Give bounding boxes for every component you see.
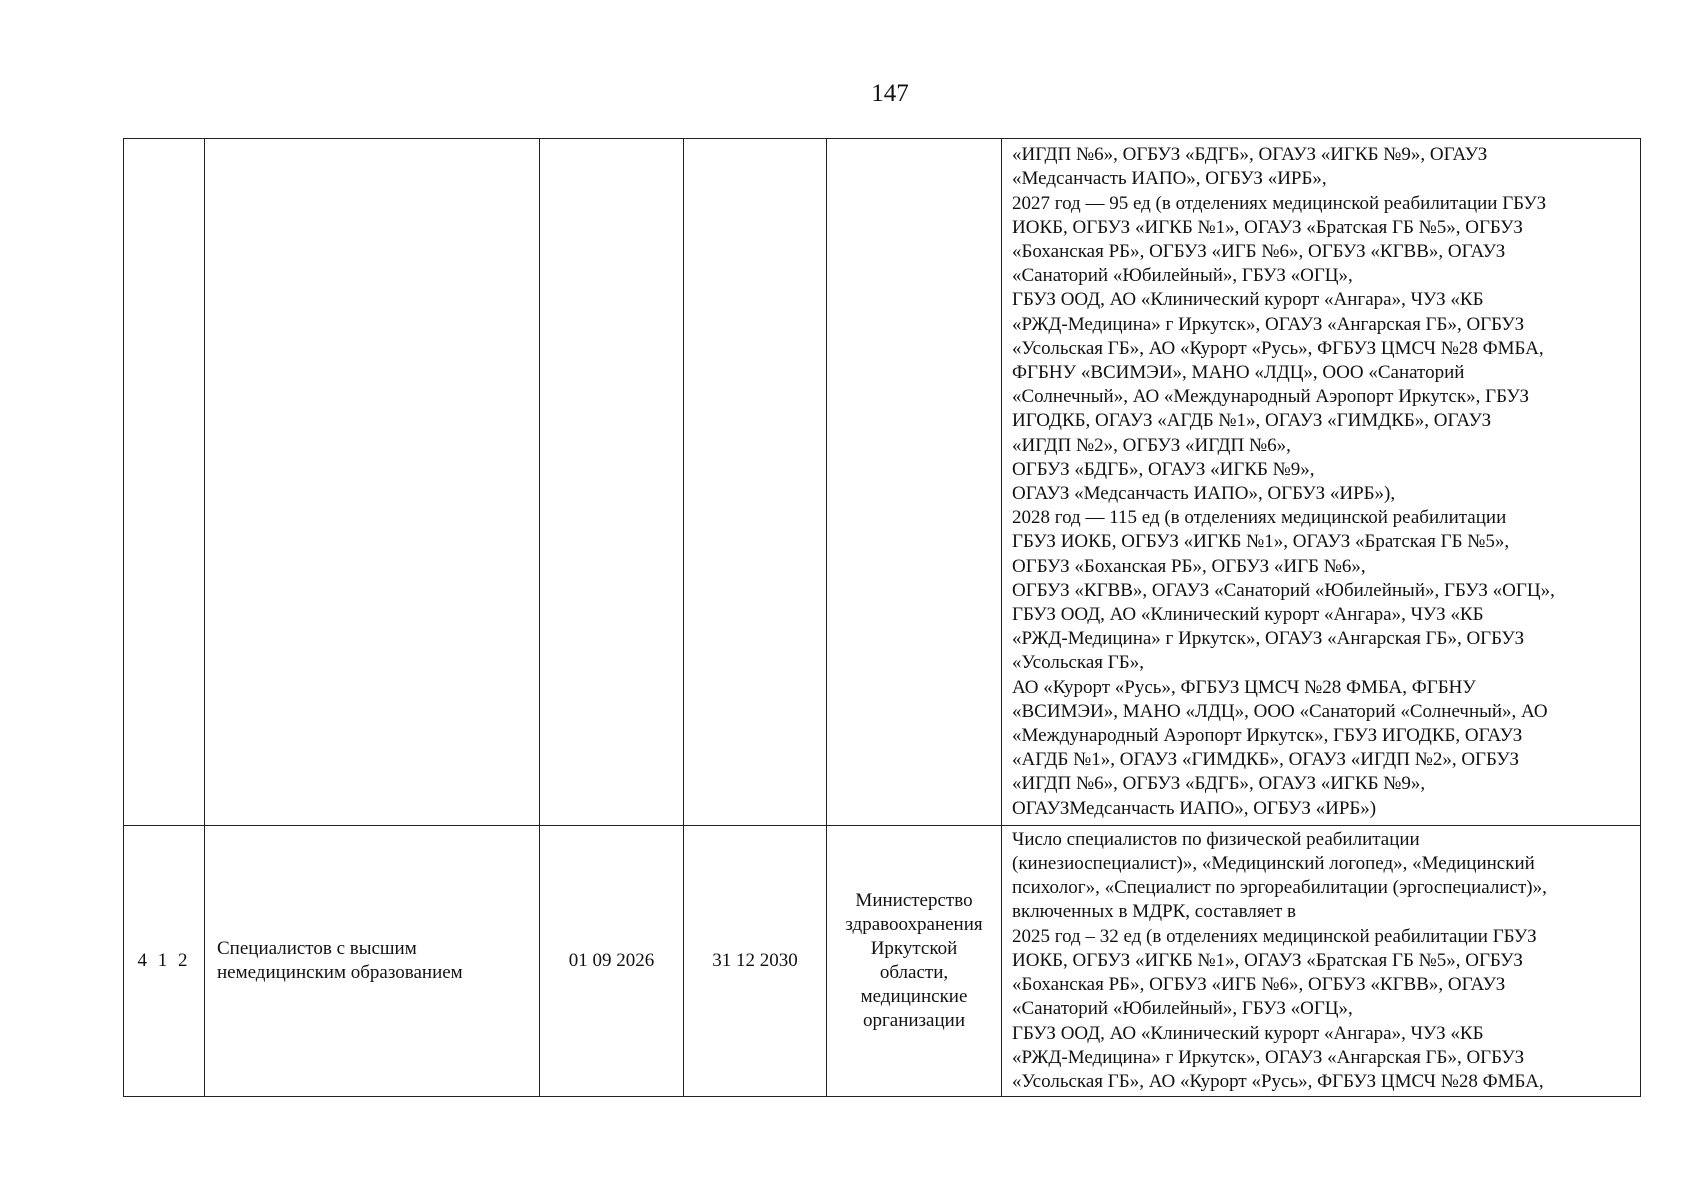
- description-line: «Санаторий «Юбилейный», ГБУЗ «ОГЦ»,: [1012, 265, 1353, 287]
- description-line: 2028 год — 115 ед (в отделениях медицинской реабилитации: [1012, 507, 1507, 529]
- program-table: [123, 138, 1641, 1097]
- description-line: «Усольская ГБ»,: [1012, 652, 1144, 674]
- description-line: ГБУЗ ИОКБ, ОГБУЗ «ИГКБ №1», ОГАУЗ «Братская ГБ №5»,: [1012, 531, 1510, 553]
- cell-end-date-empty: [684, 139, 827, 826]
- description-line: «Усольская ГБ», АО «Курорт «Русь», ФГБУЗ ЦМСЧ №28 ФМБА,: [1012, 337, 1544, 359]
- description-line: «Боханская РБ», ОГБУЗ «ИГБ №6», ОГБУЗ «КГВВ», ОГАУЗ: [1012, 240, 1506, 262]
- description-line: ОГБУЗ «Боханская РБ», ОГБУЗ «ИГБ №6»,: [1012, 555, 1366, 577]
- description-line: ОГАУЗМедсанчасть ИАПО», ОГБУЗ «ИРБ»): [1012, 797, 1377, 819]
- name-line: немедицинским образованием: [217, 962, 463, 983]
- description-line: ОГБУЗ «КГВВ», ОГАУЗ «Санаторий «Юбилейный», ГБУЗ «ОГЦ»,: [1012, 579, 1555, 601]
- responsible-line: Иркутской: [870, 938, 958, 959]
- description-line: «Международный Аэропорт Иркутск», ГБУЗ ИГОДКБ, ОГАУЗ: [1012, 725, 1523, 747]
- description-line: «Солнечный», АО «Международный Аэропорт Иркутск», ГБУЗ: [1012, 386, 1530, 408]
- description-line: «Боханская РБ», ОГБУЗ «ИГБ №6», ОГБУЗ «КГВВ», ОГАУЗ: [1012, 974, 1506, 996]
- description-line: ФГБНУ «ВСИМЭИ», МАНО «ЛДЦ», ООО «Санаторий: [1012, 361, 1465, 383]
- description-line: психолог», «Специалист по эргореабилитации (эргоспециалист)»,: [1012, 877, 1547, 899]
- responsible-line: медицинские: [860, 986, 968, 1007]
- description-line: ИГОДКБ, ОГАУЗ «АГДБ №1», ОГАУЗ «ГИМДКБ», ОГАУЗ: [1012, 410, 1492, 432]
- table-row-continuation: [124, 139, 1641, 826]
- cell-number-empty: [124, 139, 205, 826]
- description-line: ОГБУЗ «БДГБ», ОГАУЗ «ИГКБ №9»,: [1012, 458, 1315, 480]
- description-line: «ИГДП №6», ОГБУЗ «БДГБ», ОГАУЗ «ИГКБ №9»,: [1012, 773, 1426, 795]
- cell-name-empty: [205, 139, 540, 826]
- description-line: Число специалистов по физической реабилитации: [1012, 828, 1420, 850]
- cell-description-continuation: [1002, 139, 1641, 826]
- description-line: (кинезиоспециалист)», «Медицинский логопед», «Медицинский: [1012, 853, 1535, 875]
- description-line: «РЖД-Медицина» г Иркутск», ОГАУЗ «Ангарская ГБ», ОГБУЗ: [1012, 628, 1525, 650]
- table-row-4-1-2: [124, 826, 1641, 1097]
- description-line: «ИГДП №6», ОГБУЗ «БДГБ», ОГАУЗ «ИГКБ №9», ОГАУЗ: [1012, 144, 1488, 166]
- responsible-line: здравоохранения: [845, 914, 983, 935]
- cell-start-date-empty: [540, 139, 684, 826]
- name-line: Специалистов с высшим: [217, 937, 417, 959]
- description-line: «Санаторий «Юбилейный», ГБУЗ «ОГЦ»,: [1012, 998, 1353, 1020]
- cell-number: 4 1 2: [124, 826, 205, 1097]
- description-line: «Медсанчасть ИАПО», ОГБУЗ «ИРБ»,: [1012, 168, 1327, 190]
- responsible-line: организации: [862, 1010, 965, 1031]
- cell-end-date: 31 12 2030: [684, 826, 827, 1097]
- description-line: «Усольская ГБ», АО «Курорт «Русь», ФГБУЗ ЦМСЧ №28 ФМБА,: [1012, 1070, 1544, 1092]
- cell-description: [1002, 826, 1641, 1097]
- description-line: 2025 год – 32 ед (в отделениях медицинской реабилитации ГБУЗ: [1012, 925, 1537, 947]
- cell-responsible-empty: [827, 139, 1002, 826]
- description-line: «РЖД-Медицина» г Иркутск», ОГАУЗ «Ангарская ГБ», ОГБУЗ: [1012, 1046, 1525, 1068]
- page-number: 147: [871, 80, 909, 107]
- cell-name: [205, 826, 540, 1097]
- responsible-line: Министерство: [855, 890, 973, 911]
- description-line: ИОКБ, ОГБУЗ «ИГКБ №1», ОГАУЗ «Братская ГБ №5», ОГБУЗ: [1012, 216, 1523, 238]
- description-line: «ИГДП №2», ОГБУЗ «ИГДП №6»,: [1012, 434, 1291, 456]
- description-line: «РЖД-Медицина» г Иркутск», ОГАУЗ «Ангарская ГБ», ОГБУЗ: [1012, 313, 1525, 335]
- description-line: ГБУЗ ООД, АО «Клинический курорт «Ангара», ЧУЗ «КБ: [1012, 604, 1484, 626]
- description-line: ОГАУЗ «Медсанчасть ИАПО», ОГБУЗ «ИРБ»),: [1012, 483, 1396, 504]
- description-line: ГБУЗ ООД, АО «Клинический курорт «Ангара», ЧУЗ «КБ: [1012, 1022, 1484, 1044]
- responsible-line: области,: [879, 962, 949, 983]
- description-line: ИОКБ, ОГБУЗ «ИГКБ №1», ОГАУЗ «Братская ГБ №5», ОГБУЗ: [1012, 949, 1523, 971]
- description-line: АО «Курорт «Русь», ФГБУЗ ЦМСЧ №28 ФМБА, ФГБНУ: [1012, 676, 1476, 698]
- cell-responsible: [827, 826, 1002, 1097]
- description-line: «АГДБ №1», ОГАУЗ «ГИМДКБ», ОГАУЗ «ИГДП №2», ОГБУЗ: [1012, 749, 1520, 771]
- description-line: «ВСИМЭИ», МАНО «ЛДЦ», ООО «Санаторий «Солнечный», АО: [1012, 700, 1548, 722]
- description-line: ГБУЗ ООД, АО «Клинический курорт «Ангара», ЧУЗ «КБ: [1012, 289, 1484, 311]
- cell-start-date: 01 09 2026: [540, 826, 684, 1097]
- description-line: 2027 год — 95 ед (в отделениях медицинской реабилитации ГБУЗ: [1012, 192, 1547, 214]
- description-line: включенных в МДРК, составляет в: [1012, 901, 1297, 923]
